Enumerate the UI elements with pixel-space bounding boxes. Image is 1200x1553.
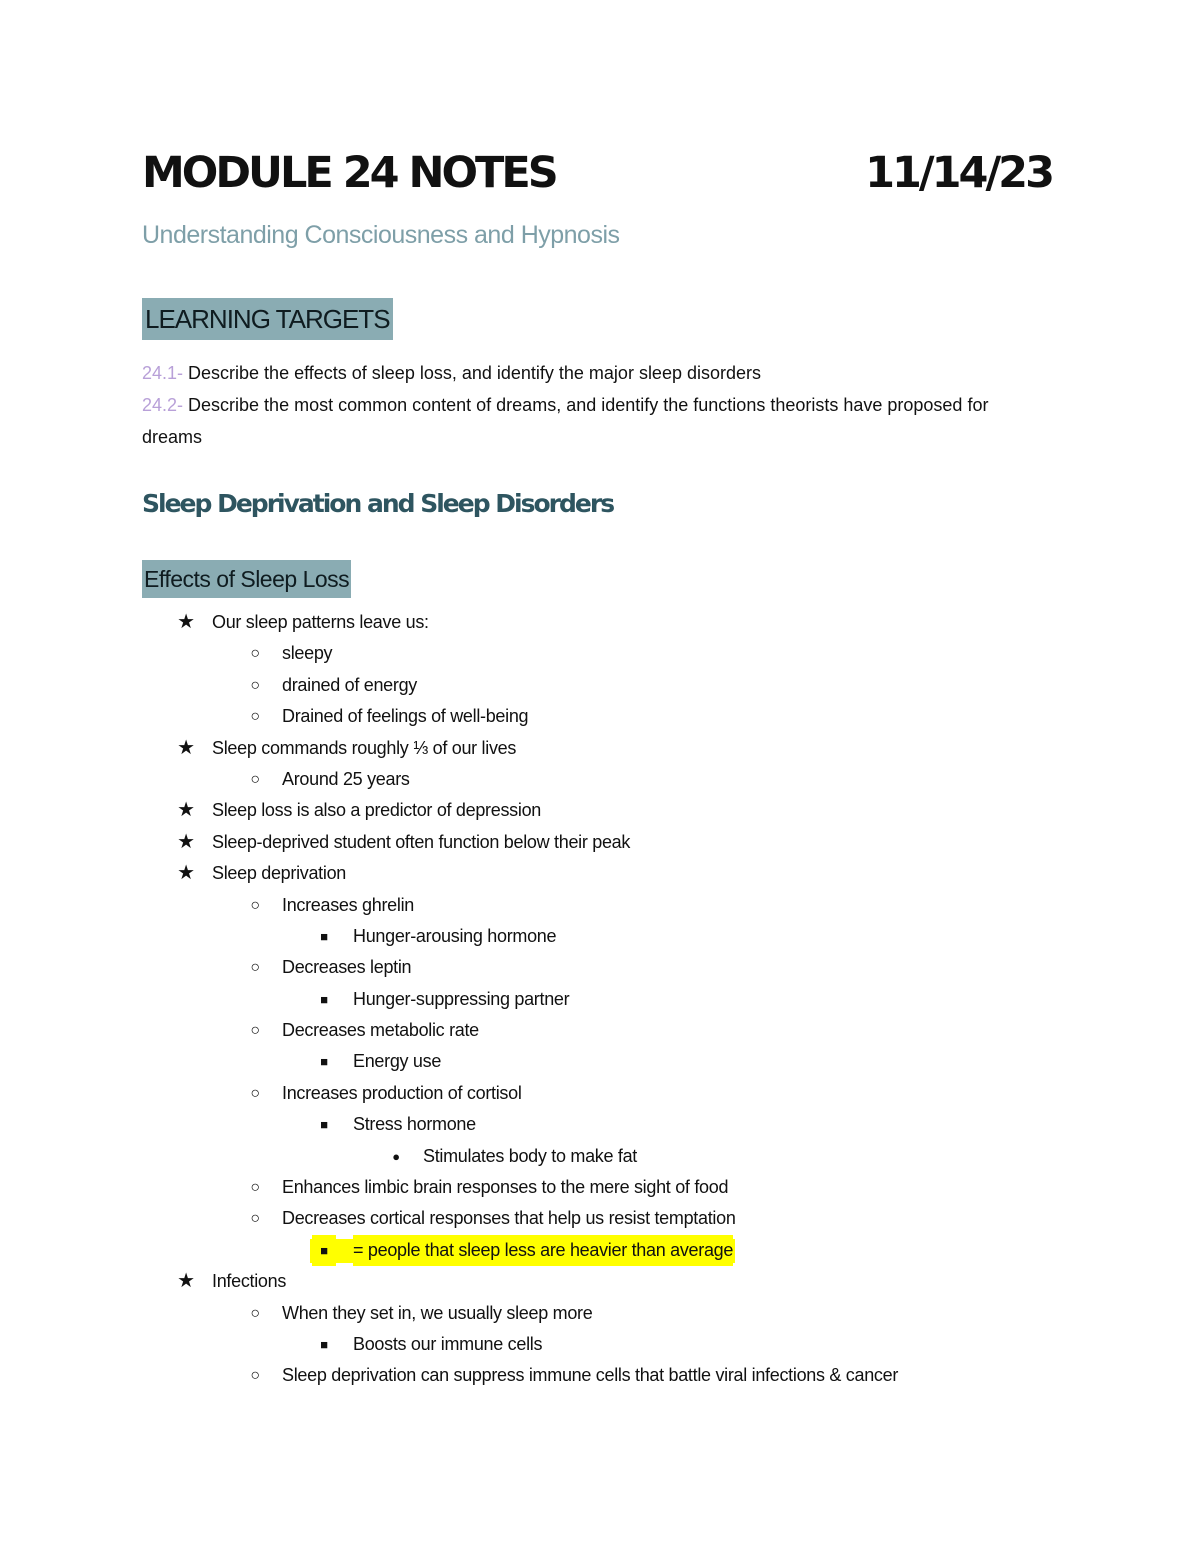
page-subtitle: Understanding Consciousness and Hypnosis xyxy=(142,221,620,249)
learning-targets-heading: LEARNING TARGETS xyxy=(142,298,393,340)
learning-target-text: Describe the effects of sleep loss, and identify the major sleep disorders xyxy=(183,363,761,383)
circle-bullet-icon: ○ xyxy=(250,1210,260,1228)
list-item-text: When they set in, we usually sleep more xyxy=(282,1302,593,1323)
learning-target-item xyxy=(142,357,1052,389)
title-row xyxy=(142,148,1052,198)
list-item-text: = people that sleep less are heavier than average xyxy=(353,1235,733,1266)
list-item xyxy=(142,1015,1142,1046)
list-item-text: Sleep deprivation xyxy=(212,863,346,884)
circle-bullet-icon: ○ xyxy=(250,708,260,726)
list-item-text: Boosts our immune cells xyxy=(353,1333,543,1354)
section-title: Sleep Deprivation and Sleep Disorders xyxy=(142,489,614,518)
list-item xyxy=(142,1078,1142,1109)
learning-target-number: 24.2- xyxy=(142,395,184,415)
list-item-text: Hunger-suppressing partner xyxy=(353,988,570,1009)
circle-bullet-icon: ○ xyxy=(250,896,260,914)
star-bullet-icon: ★ xyxy=(177,736,195,759)
star-bullet-icon: ★ xyxy=(177,1270,195,1293)
list-item-text: Enhances limbic brain responses to the mere sight of food xyxy=(282,1177,729,1198)
list-item xyxy=(142,1141,1142,1172)
circle-bullet-icon: ○ xyxy=(250,676,260,694)
list-item-text: Stimulates body to make fat xyxy=(423,1145,638,1166)
list-item xyxy=(142,607,1142,638)
list-item-text: Infections xyxy=(212,1271,287,1292)
star-bullet-icon: ★ xyxy=(177,830,195,853)
circle-bullet-icon: ○ xyxy=(250,645,260,663)
list-item xyxy=(142,1172,1142,1203)
list-item-text: Increases ghrelin xyxy=(282,894,414,915)
list-item xyxy=(142,1360,1142,1391)
list-item-text: Energy use xyxy=(353,1051,442,1072)
list-item-text: Sleep commands roughly ⅓ of our lives xyxy=(212,737,517,758)
star-bullet-icon: ★ xyxy=(177,862,195,885)
square-bullet-icon: ■ xyxy=(320,991,328,1007)
square-bullet-icon: ■ xyxy=(320,928,328,944)
list-item xyxy=(142,952,1142,983)
list-item xyxy=(142,1266,1142,1297)
list-item-text: Sleep-deprived student often function below their peak xyxy=(212,831,631,852)
list-item xyxy=(142,858,1142,889)
learning-target-text: dreams xyxy=(142,427,203,447)
circle-bullet-icon: ○ xyxy=(250,1084,260,1102)
list-item xyxy=(142,984,1142,1015)
subsection-heading: Effects of Sleep Loss xyxy=(142,560,351,598)
square-bullet-icon: ■ xyxy=(320,1336,328,1352)
list-item-text: Around 25 years xyxy=(282,768,410,789)
learning-target-item xyxy=(142,389,1052,421)
list-item-text: Our sleep patterns leave us: xyxy=(212,612,429,632)
star-bullet-icon: ★ xyxy=(177,799,195,822)
circle-bullet-icon: ○ xyxy=(250,1179,260,1197)
square-bullet-icon: ■ xyxy=(320,1117,328,1133)
list-item xyxy=(142,1203,1142,1234)
list-item xyxy=(142,890,1142,921)
learning-targets-list xyxy=(142,357,1052,453)
list-item-text: Decreases metabolic rate xyxy=(282,1020,479,1041)
page-date: 11/14/23 xyxy=(865,148,1052,198)
list-item-text: Drained of feelings of well-being xyxy=(282,706,529,727)
list-item xyxy=(142,1109,1142,1140)
list-item xyxy=(142,795,1142,826)
square-bullet-icon: ■ xyxy=(320,1054,328,1070)
star-bullet-icon: ★ xyxy=(177,611,195,633)
list-item xyxy=(142,638,1142,669)
highlighted-list-item xyxy=(142,1235,1142,1266)
learning-target-text: Describe the most common content of dreams, and identify the functions theorists have proposed for xyxy=(183,395,989,415)
list-item-text: drained of energy xyxy=(282,674,417,695)
dot-bullet-icon: ● xyxy=(392,1148,400,1164)
circle-bullet-icon: ○ xyxy=(250,1304,260,1322)
list-item xyxy=(142,827,1142,858)
list-item-text: Sleep loss is also a predictor of depression xyxy=(212,800,541,821)
list-item-text: Increases production of cortisol xyxy=(282,1082,522,1103)
learning-target-number: 24.1- xyxy=(142,363,184,383)
list-item xyxy=(142,1046,1142,1077)
circle-bullet-icon: ○ xyxy=(250,959,260,977)
list-item xyxy=(142,670,1142,701)
list-item xyxy=(142,1329,1142,1360)
list-item xyxy=(142,701,1142,732)
list-item xyxy=(142,764,1142,795)
list-item-text: Stress hormone xyxy=(353,1114,476,1135)
list-item-text: Decreases leptin xyxy=(282,957,412,978)
bullet-list xyxy=(142,607,1142,1392)
list-item xyxy=(142,921,1142,952)
circle-bullet-icon: ○ xyxy=(250,1022,260,1040)
list-item-text: Sleep deprivation can suppress immune cells that battle viral infections & cancer xyxy=(282,1365,899,1386)
square-bullet-icon: ■ xyxy=(312,1235,336,1266)
learning-target-item xyxy=(142,421,1052,453)
list-item-text: Decreases cortical responses that help us resist temptation xyxy=(282,1208,736,1229)
list-item xyxy=(142,733,1142,764)
list-item xyxy=(142,1298,1142,1329)
list-item-text: Hunger-arousing hormone xyxy=(353,925,557,946)
circle-bullet-icon: ○ xyxy=(250,1367,260,1385)
circle-bullet-icon: ○ xyxy=(250,770,260,788)
page-title: MODULE 24 NOTES xyxy=(142,148,556,198)
list-item-text: sleepy xyxy=(282,643,333,664)
